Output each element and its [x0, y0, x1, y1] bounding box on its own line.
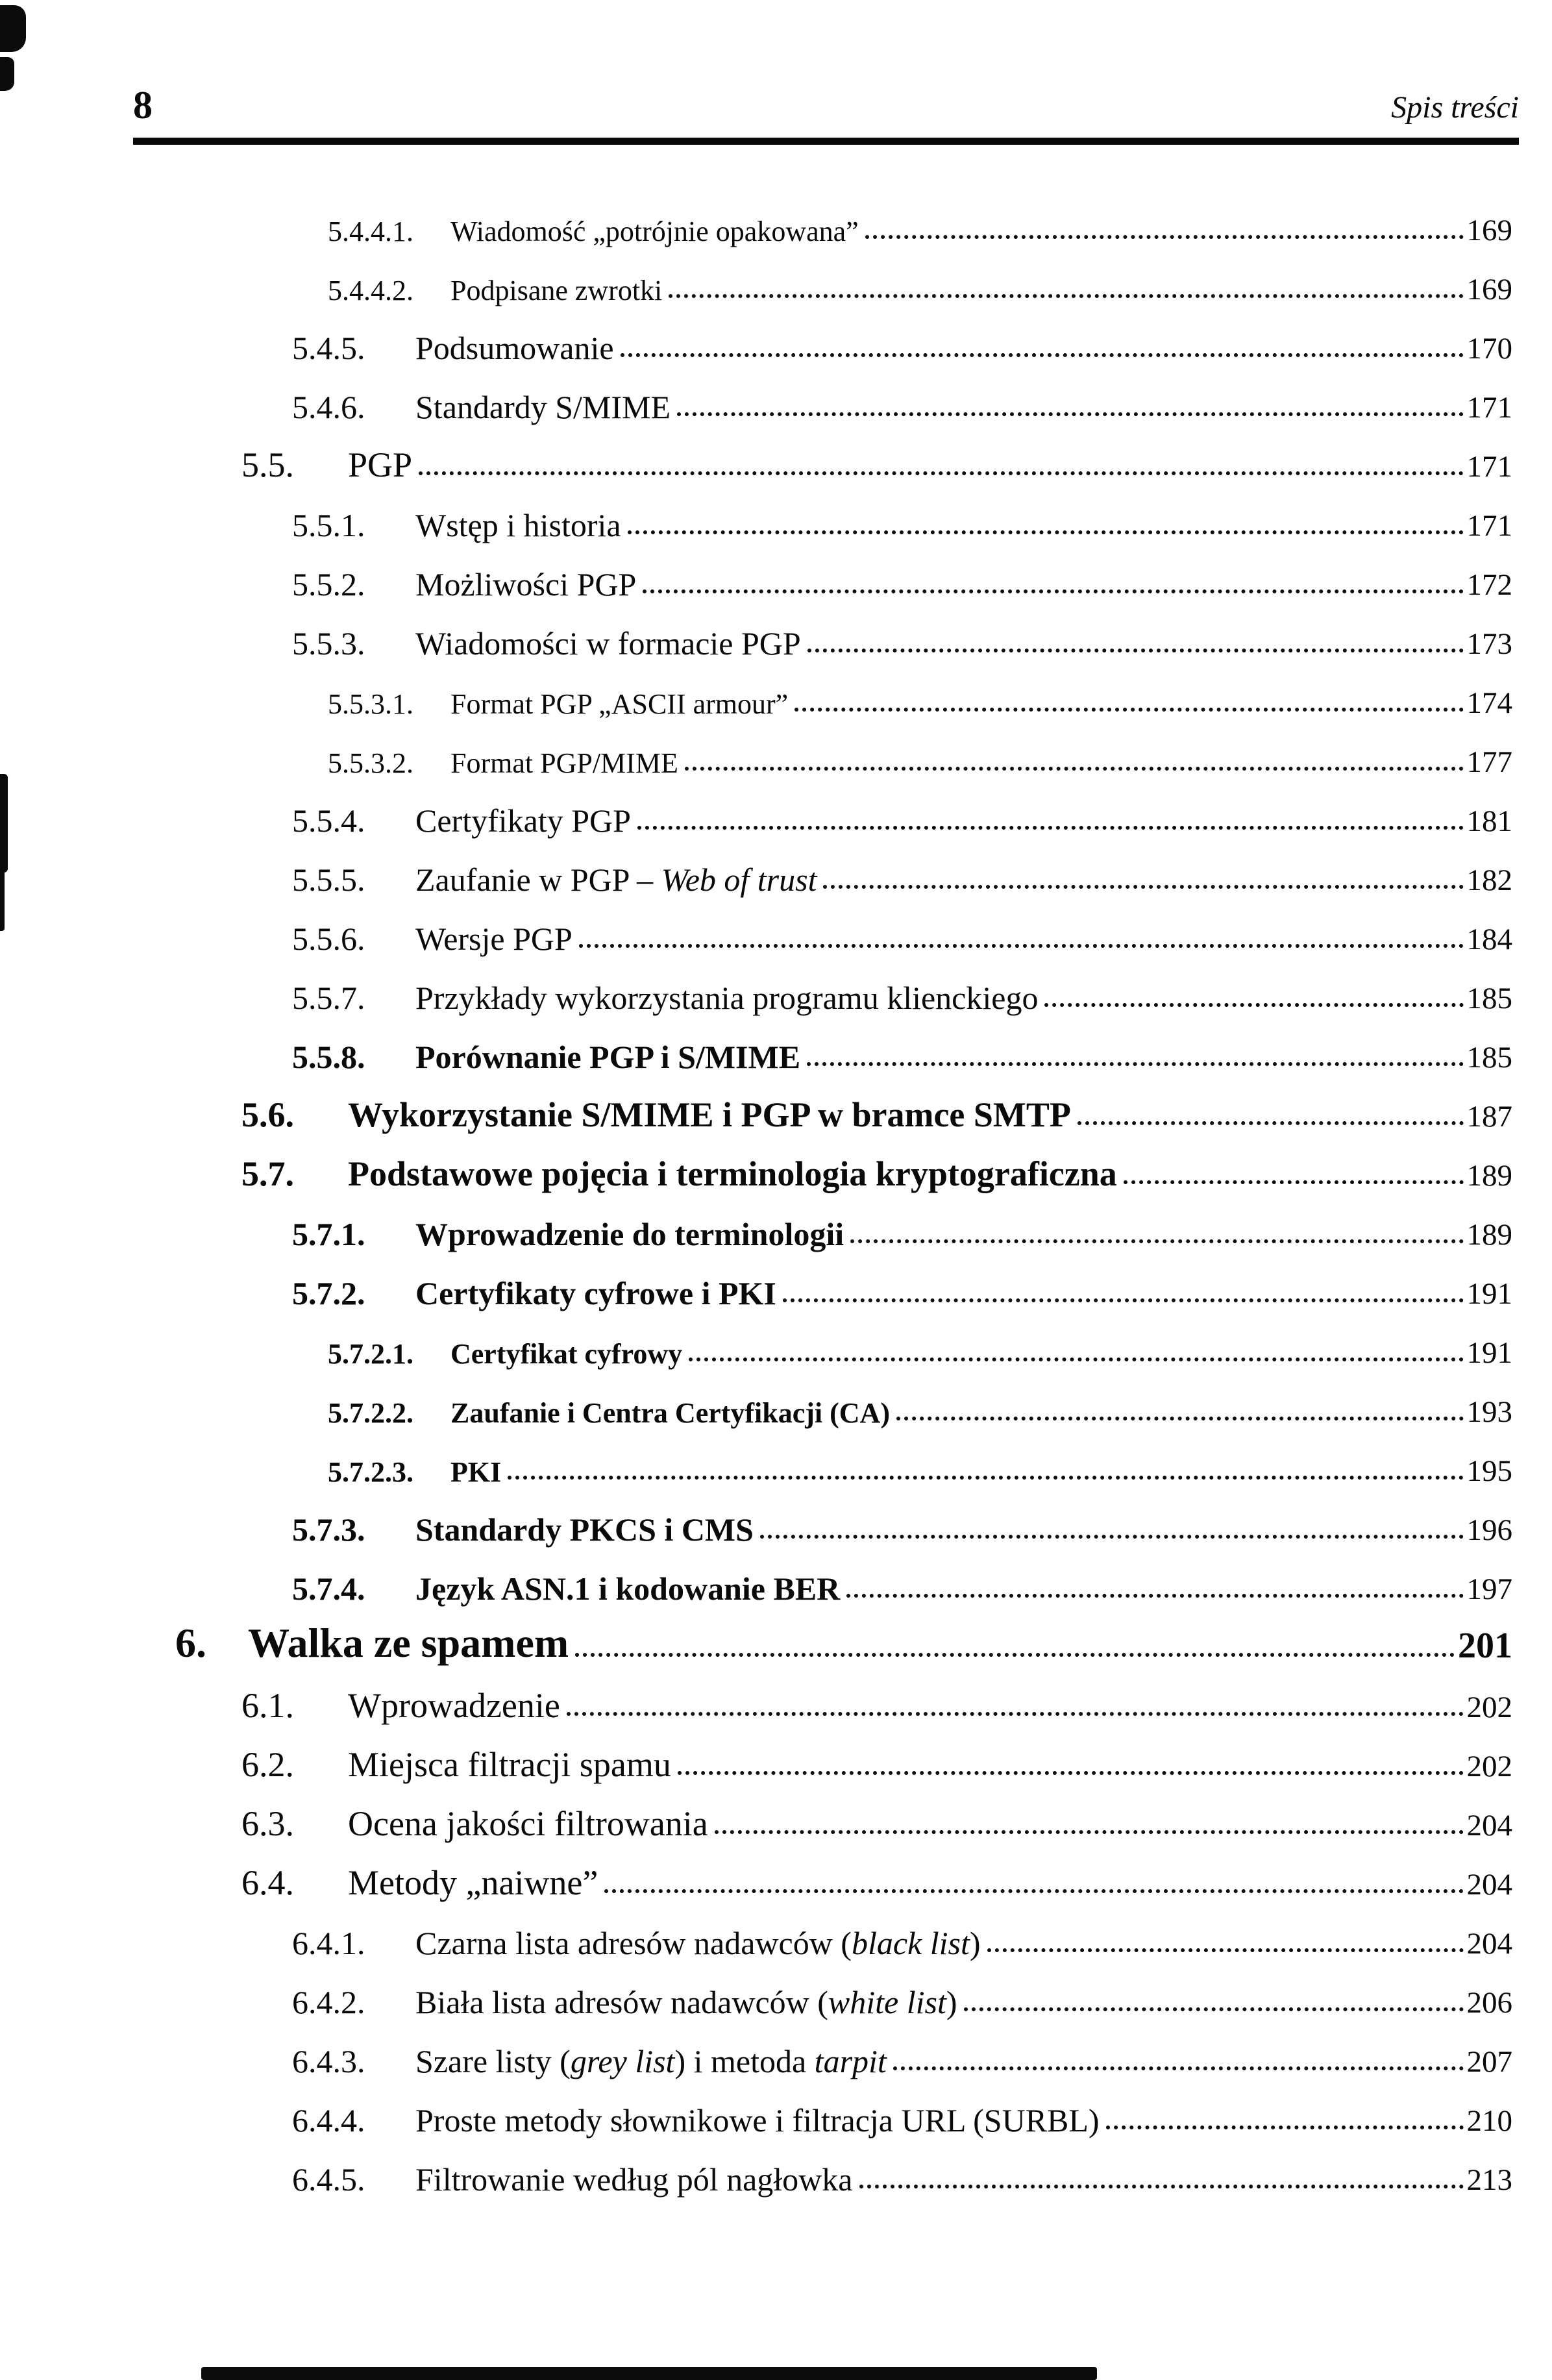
- toc-entry-title: PKI: [450, 1456, 502, 1488]
- toc-entry-number: 5.7.3.: [292, 1511, 365, 1548]
- toc-leader-dots: [893, 2066, 1464, 2070]
- toc-leader-dots: [807, 1062, 1463, 1066]
- toc-entry-page: 172: [1466, 568, 1512, 602]
- toc-leader-dots: [604, 1889, 1463, 1893]
- toc-entry-number: 5.4.5.: [292, 330, 365, 366]
- toc-entry: [0, 254, 1512, 313]
- toc-entry: [0, 372, 1512, 431]
- toc-entry-page: 185: [1466, 1041, 1512, 1074]
- toc-entry: [0, 1258, 1512, 1317]
- toc-entry-page: 182: [1466, 863, 1512, 897]
- toc-entry-number: 5.5.2.: [292, 566, 365, 602]
- toc-entry-title: Możliwości PGP: [415, 566, 637, 602]
- scan-artifact-top-left: [0, 5, 26, 52]
- toc-entry-page: 171: [1466, 450, 1512, 484]
- toc-leader-dots: [628, 530, 1464, 534]
- toc-entry: [0, 1613, 1512, 1672]
- toc-entry-title: Walka ze spamem: [248, 1620, 569, 1666]
- toc-entry-page: 196: [1466, 1513, 1512, 1547]
- toc-leader-dots: [783, 1298, 1464, 1302]
- toc-entry-page: 201: [1458, 1626, 1512, 1666]
- toc-entry: [0, 2144, 1512, 2203]
- toc-entry-page: 184: [1466, 923, 1512, 956]
- toc-leader-dots: [508, 1476, 1463, 1480]
- toc-entry-title: Wiadomość „potrójnie opakowana”: [450, 216, 859, 247]
- toc-leader-dots: [846, 1594, 1463, 1598]
- toc-entry-number: 5.5.4.: [292, 802, 365, 839]
- toc-entry-number: 5.7.: [241, 1154, 294, 1193]
- toc-entry-page: 197: [1466, 1572, 1512, 1606]
- toc-entry-page: 213: [1466, 2163, 1512, 2197]
- toc-entry-title: Ocena jakości filtrowania: [348, 1804, 708, 1843]
- toc-entry-page: 189: [1466, 1218, 1512, 1252]
- header-rule: [133, 138, 1519, 145]
- toc-leader-dots: [1078, 1121, 1464, 1125]
- toc-entry-page: 177: [1466, 745, 1512, 779]
- page-number: 8: [133, 84, 153, 127]
- toc-entry: [0, 1435, 1512, 1494]
- toc-entry-number: 6.: [175, 1620, 206, 1666]
- toc-entry-number: 5.6.: [241, 1095, 294, 1134]
- toc-leader-dots: [637, 826, 1464, 830]
- toc-entry-page: 171: [1466, 391, 1512, 425]
- scan-artifact-bottom-bar: [201, 2367, 1097, 2380]
- toc-entry-page: 191: [1466, 1336, 1512, 1370]
- toc-entry-page: 187: [1466, 1100, 1512, 1134]
- toc-entry: [0, 667, 1512, 726]
- toc-entry-number: 5.7.2.3.: [328, 1456, 413, 1488]
- toc-leader-dots: [823, 885, 1463, 889]
- toc-leader-dots: [865, 235, 1464, 239]
- scan-artifact-left-edge-2: [0, 863, 5, 931]
- toc-entry: [0, 313, 1512, 372]
- toc-entry: [0, 1317, 1512, 1376]
- toc-leader-dots: [678, 1771, 1464, 1775]
- toc-entry: [0, 1731, 1512, 1790]
- toc-leader-dots: [896, 1417, 1464, 1420]
- scan-artifact-top-left-2: [0, 57, 14, 91]
- toc-entry-page: 204: [1466, 1868, 1512, 1902]
- toc-leader-dots: [1106, 2126, 1464, 2129]
- toc-entry-title: Biała lista adresów nadawców (white list): [415, 1984, 957, 2020]
- toc-entry-number: 6.4.3.: [292, 2043, 365, 2079]
- toc-entry-title: Wykorzystanie S/MIME i PGP w bramce SMTP: [348, 1095, 1071, 1134]
- toc-entry-page: 195: [1466, 1454, 1512, 1488]
- running-head: Spis treści: [1391, 90, 1519, 125]
- toc-leader-dots: [669, 294, 1463, 298]
- toc-leader-dots: [807, 649, 1464, 652]
- toc-leader-dots: [859, 2185, 1464, 2188]
- toc-leader-dots: [677, 412, 1463, 416]
- toc-entry-number: 6.2.: [241, 1745, 294, 1784]
- toc-leader-dots: [419, 471, 1463, 475]
- toc-entry-title: Proste metody słownikowe i filtracja URL (SURBL): [415, 2102, 1100, 2138]
- toc-entry-number: 5.5.1.: [292, 507, 365, 543]
- toc-entry-page: 193: [1466, 1395, 1512, 1429]
- toc-entry-title: Przykłady wykorzystania programu klienckiego: [415, 980, 1039, 1016]
- toc-entry-title: Certyfikaty PGP: [415, 802, 631, 839]
- toc-entry-title: Zaufanie w PGP – Web of trust: [415, 862, 817, 898]
- toc-entry-number: 5.4.4.1.: [328, 216, 413, 247]
- toc-entry-number: 5.5.8.: [292, 1039, 365, 1075]
- toc-entry-title: Wprowadzenie: [348, 1686, 560, 1725]
- toc-entry-title: Szare listy (grey list) i metoda tarpit: [415, 2043, 887, 2079]
- toc-entry: [0, 1849, 1512, 1908]
- toc-entry-number: 6.4.1.: [292, 1925, 365, 1961]
- toc-leader-dots: [964, 2007, 1464, 2011]
- toc-entry-page: 170: [1466, 332, 1512, 366]
- toc-entry: [0, 1554, 1512, 1613]
- toc-entry-page: 210: [1466, 2104, 1512, 2138]
- toc-leader-dots: [579, 944, 1464, 948]
- toc-entry-number: 5.5.3.: [292, 625, 365, 662]
- toc-entry-title: Język ASN.1 i kodowanie BER: [415, 1570, 841, 1607]
- toc-leader-dots: [643, 589, 1463, 593]
- toc-entry: [0, 726, 1512, 786]
- toc-entry-number: 6.1.: [241, 1686, 294, 1725]
- toc-entry-number: 5.7.2.1.: [328, 1338, 413, 1370]
- toc-entry-page: 171: [1466, 509, 1512, 543]
- toc-entry-number: 5.5.: [241, 445, 294, 484]
- toc-entry: [0, 608, 1512, 667]
- toc-entry: [0, 1494, 1512, 1554]
- toc-entry: [0, 195, 1512, 254]
- toc-entry-page: 189: [1466, 1159, 1512, 1193]
- toc-entry-title: Wprowadzenie do terminologii: [415, 1216, 844, 1252]
- toc-leader-dots: [987, 1948, 1464, 1952]
- toc-entry-title: PGP: [348, 445, 413, 484]
- toc-entry-page: 206: [1466, 1986, 1512, 2020]
- toc-entry-page: 173: [1466, 627, 1512, 661]
- toc-entry: [0, 1199, 1512, 1258]
- toc-leader-dots: [575, 1653, 1455, 1657]
- toc-entry-page: 204: [1466, 1809, 1512, 1842]
- toc-entry-page: 202: [1466, 1750, 1512, 1783]
- toc-entry: [0, 431, 1512, 490]
- toc-entry-number: 6.4.: [241, 1863, 294, 1902]
- toc-leader-dots: [715, 1830, 1464, 1834]
- toc-entry: [0, 786, 1512, 845]
- toc-entry-title: Wiadomości w formacie PGP: [415, 625, 801, 662]
- toc-entry-number: 5.7.1.: [292, 1216, 365, 1252]
- toc-entry-page: 181: [1466, 804, 1512, 838]
- toc-entry-number: 6.4.5.: [292, 2161, 365, 2198]
- toc-entry: [0, 2085, 1512, 2144]
- toc-entry-page: 204: [1466, 1927, 1512, 1961]
- toc-entry-number: 5.5.7.: [292, 980, 365, 1016]
- toc-leader-dots: [567, 1712, 1464, 1716]
- toc-entry-title: Format PGP/MIME: [450, 747, 678, 779]
- toc-entry: [0, 904, 1512, 963]
- toc-entry-title: Standardy S/MIME: [415, 389, 671, 425]
- toc-entry-number: 5.5.3.1.: [328, 688, 413, 720]
- toc-entry-title: Czarna lista adresów nadawców (black list): [415, 1925, 981, 1961]
- toc-entry-title: Format PGP „ASCII armour”: [450, 688, 789, 720]
- toc-leader-dots: [850, 1239, 1463, 1243]
- toc-entry: [0, 963, 1512, 1022]
- toc-entry-title: Standardy PKCS i CMS: [415, 1511, 754, 1548]
- toc-entry-title: Miejsca filtracji spamu: [348, 1745, 671, 1784]
- toc-entry-number: 5.4.4.2.: [328, 275, 413, 306]
- toc-entry: [0, 1140, 1512, 1199]
- toc-entry-title: Certyfikat cyfrowy: [450, 1338, 683, 1370]
- toc-entry-title: Zaufanie i Centra Certyfikacji (CA): [450, 1397, 890, 1429]
- toc-entry-title: Wstęp i historia: [415, 507, 621, 543]
- toc-entry-title: Podsumowanie: [415, 330, 614, 366]
- toc-entry-title: Filtrowanie według pól nagłowka: [415, 2161, 853, 2198]
- toc-entry-number: 5.5.5.: [292, 862, 365, 898]
- toc-entry: [0, 1790, 1512, 1849]
- toc-entry-number: 5.5.3.2.: [328, 747, 413, 779]
- toc-entry-title: Podpisane zwrotki: [450, 275, 663, 306]
- toc-leader-dots: [1124, 1180, 1464, 1184]
- toc-leader-dots: [621, 353, 1464, 357]
- toc-entry-page: 169: [1466, 214, 1512, 247]
- toc-leader-dots: [760, 1535, 1464, 1539]
- toc-entry-number: 5.4.6.: [292, 389, 365, 425]
- toc-entry-number: 5.7.2.: [292, 1275, 365, 1311]
- toc-entry: [0, 1022, 1512, 1081]
- toc-entry-title: Certyfikaty cyfrowe i PKI: [415, 1275, 776, 1311]
- toc-entry-number: 6.3.: [241, 1804, 294, 1843]
- toc-entry: [0, 1081, 1512, 1140]
- toc-entry-number: 6.4.4.: [292, 2102, 365, 2138]
- toc-entry-page: 169: [1466, 273, 1512, 306]
- toc-entry: [0, 1908, 1512, 1967]
- toc-entry-number: 5.5.6.: [292, 921, 365, 957]
- toc-entry-title: Porównanie PGP i S/MIME: [415, 1039, 801, 1075]
- toc-leader-dots: [685, 767, 1464, 771]
- toc-entry-page: 185: [1466, 982, 1512, 1015]
- toc-entry-title: Wersje PGP: [415, 921, 573, 957]
- toc-entry-page: 191: [1466, 1277, 1512, 1311]
- toc-entry-number: 6.4.2.: [292, 1984, 365, 2020]
- toc-entry: [0, 1376, 1512, 1435]
- toc-list: [0, 195, 1512, 2203]
- toc-entry: [0, 2026, 1512, 2085]
- toc-entry-page: 202: [1466, 1691, 1512, 1724]
- toc-entry-title: Podstawowe pojęcia i terminologia kryptograficzna: [348, 1154, 1117, 1193]
- toc-entry: [0, 1672, 1512, 1731]
- toc-entry-page: 207: [1466, 2045, 1512, 2079]
- scan-artifact-left-edge: [0, 774, 8, 873]
- toc-entry-title: Metody „naiwne”: [348, 1863, 598, 1902]
- toc-entry: [0, 845, 1512, 904]
- toc-leader-dots: [1044, 1003, 1463, 1007]
- toc-entry-number: 5.7.2.2.: [328, 1397, 413, 1429]
- toc-entry: [0, 549, 1512, 608]
- toc-leader-dots: [794, 708, 1463, 712]
- toc-entry: [0, 490, 1512, 549]
- toc-entry: [0, 1967, 1512, 2026]
- toc-leader-dots: [689, 1357, 1463, 1361]
- toc-entry-page: 174: [1466, 686, 1512, 720]
- toc-entry-number: 5.7.4.: [292, 1570, 365, 1607]
